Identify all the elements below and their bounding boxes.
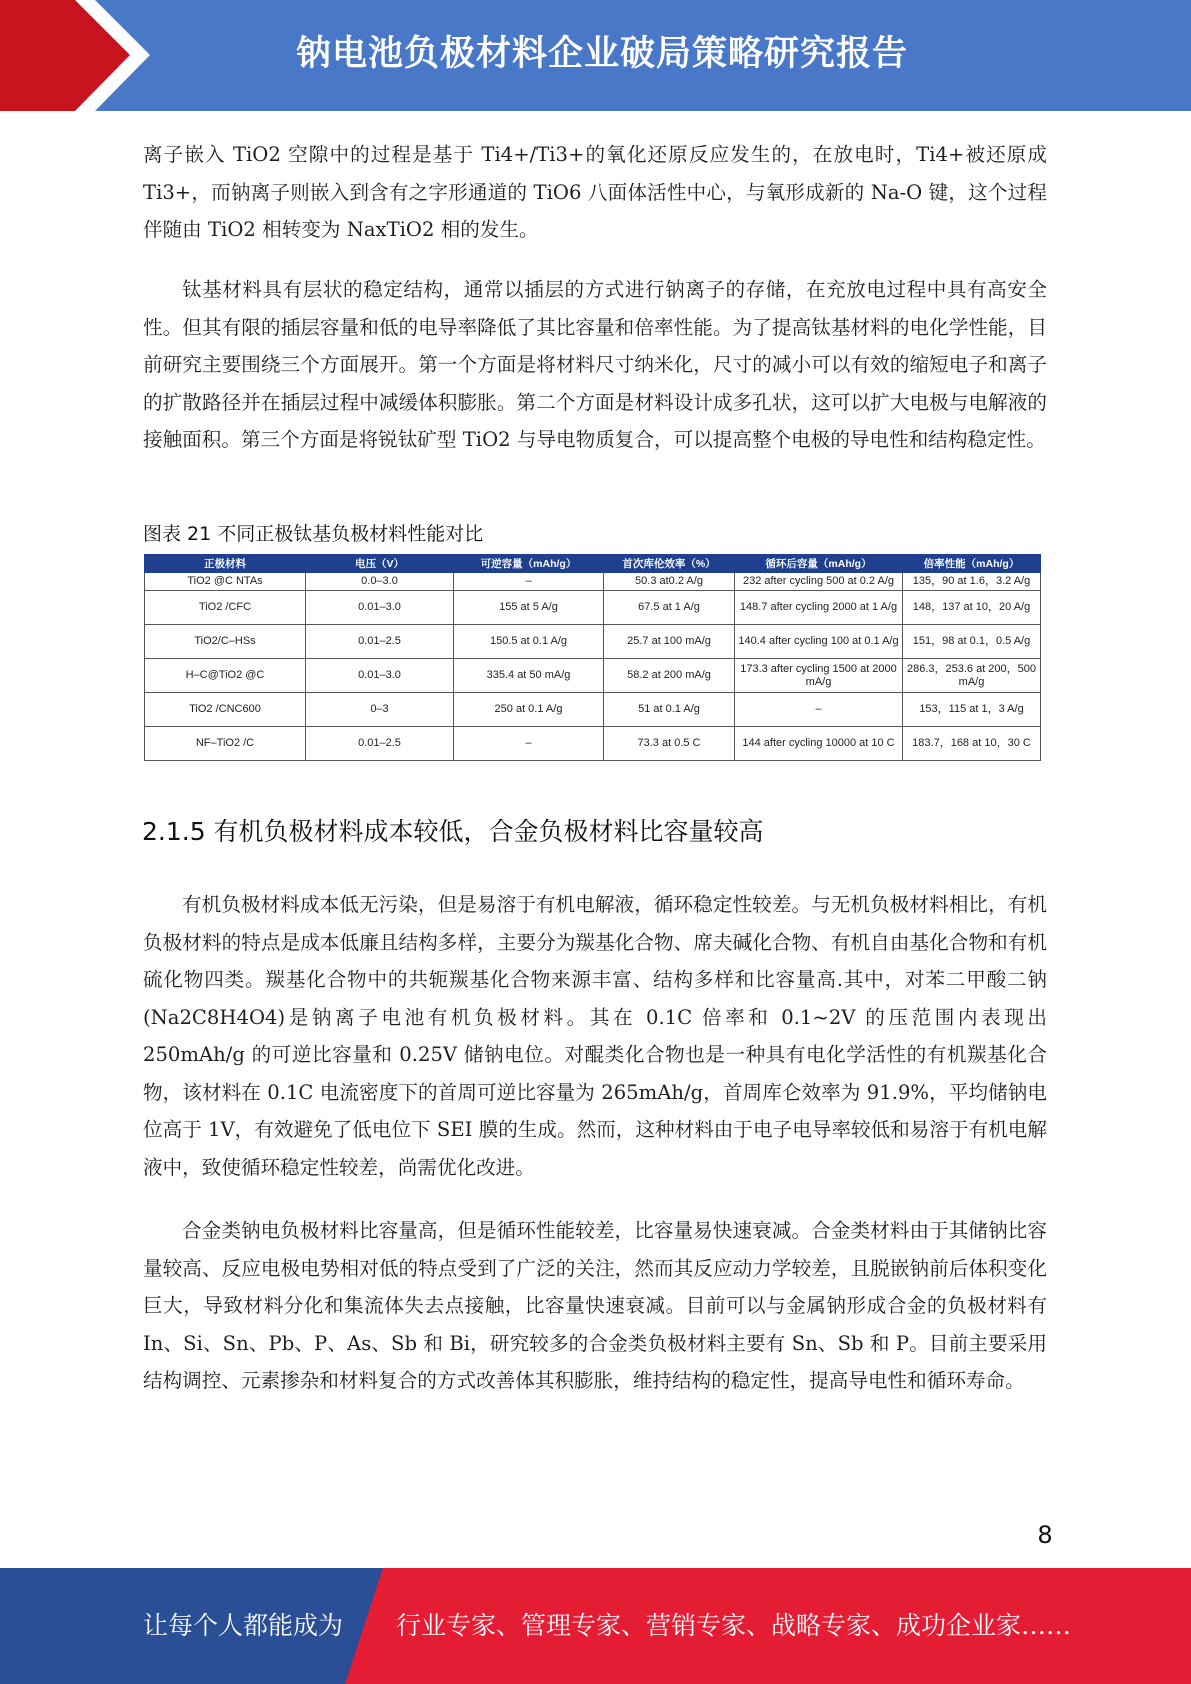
table-cell: 150.5 at 0.1 A/g xyxy=(454,625,604,659)
column-header: 首次库伦效率（%） xyxy=(604,555,735,573)
table-cell: TiO2 @C NTAs xyxy=(145,573,306,591)
table-row xyxy=(145,591,1041,625)
table-cell: 173.3 after cycling 1500 at 2000 mA/g xyxy=(735,659,903,693)
table-cell: 58.2 at 200 mA/g xyxy=(604,659,735,693)
table-cell: 73.3 at 0.5 C xyxy=(604,727,735,761)
table-cell: 135，90 at 1.6，3.2 A/g xyxy=(903,573,1041,591)
table-cell: 286.3，253.6 at 200，500 mA/g xyxy=(903,659,1041,693)
table-cell: H–C@TiO2 @C xyxy=(145,659,306,693)
table-cell: 0.01–3.0 xyxy=(306,659,454,693)
report-title: 钠电池负极材料企业破局策略研究报告 xyxy=(296,34,909,74)
table-row xyxy=(145,727,1041,761)
table-row xyxy=(145,693,1041,727)
page-number: 8 xyxy=(1037,1521,1053,1549)
table-cell: 0–3 xyxy=(306,693,454,727)
footer-slogan-right: 行业专家、管理专家、营销专家、战略专家、成功企业家…… xyxy=(396,1611,1072,1640)
paragraph-alloy-anode: 合金类钠电负极材料比容量高，但是循环性能较差，比容量易快速衰减。合金类材料由于其储钠比容量较高、反应电极电势相对低的特点受到了广泛的关注，然而其反应动力学较差，且脱嵌钠前后体积变化巨大，导致材料分化和集流体失去点接触，比容量快速衰减。目前可以与金属钠形成合金的负极材料有 In、Si、Sn、Pb、P、As、Sb 和 Bi，研究较多的合金类负极材料主要有 Sn、Sb 和 P。目前主要采用结构调控、元素掺杂和材料复合的方式改善体其积膨胀，维持结构的稳定性，提高导电性和循环寿命。 xyxy=(143,1219,1047,1392)
table-caption: 图表 21 不同正极钛基负极材料性能对比 xyxy=(143,523,484,545)
table-cell: 0.01–2.5 xyxy=(306,727,454,761)
table-cell: 153，115 at 1，3 A/g xyxy=(903,693,1041,727)
table-cell: 155 at 5 A/g xyxy=(454,591,604,625)
page-header xyxy=(0,0,1191,111)
paragraph-tio2-mechanism: 离子嵌入 TiO2 空隙中的过程是基于 Ti4+/Ti3+的氧化还原反应发生的，在放电时，Ti4+被还原成 Ti3+，而钠离子则嵌入到含有之字形通道的 TiO6 八面体活性中心，与氧形成新的 Na-O 键，这个过程伴随由 TiO2 相转变为 NaxTiO2 相的发生。 xyxy=(143,143,1047,241)
table-cell: 67.5 at 1 A/g xyxy=(604,591,735,625)
table-cell: 25.7 at 100 mA/g xyxy=(604,625,735,659)
table-row xyxy=(145,659,1041,693)
table-cell: 151，98 at 0.1，0.5 A/g xyxy=(903,625,1041,659)
table-cell: 144 after cycling 10000 at 10 C xyxy=(735,727,903,761)
table-cell: 0.01–2.5 xyxy=(306,625,454,659)
table-row xyxy=(145,625,1041,659)
table-cell: 335.4 at 50 mA/g xyxy=(454,659,604,693)
table-cell: – xyxy=(735,693,903,727)
table-cell: NF–TiO2 /C xyxy=(145,727,306,761)
column-header: 电压（V） xyxy=(306,555,454,573)
paragraph-organic-anode: 有机负极材料成本低无污染，但是易溶于有机电解液，循环稳定性较差。与无机负极材料相比，有机负极材料的特点是成本低廉且结构多样，主要分为羰基化合物、席夫碱化合物、有机自由基化合物和有机硫化物四类。羰基化合物中的共轭羰基化合物来源丰富、结构多样和比容量高.其中，对苯二甲酸二钠(Na2C8H4O4)是钠离子电池有机负极材料。其在 0.1C 倍率和 0.1~2V 的压范围内表现出 250mAh/g 的可逆比容量和 0.25V 储钠电位。对醌类化合物也是一种具有电化学活性的有机羰基化合物，该材料在 0.1C 电流密度下的首周可逆比容量为 265mAh/g，首周库仑效率为 91.9%，平均储钠电位高于 1V，有效避免了低电位下 SEI 膜的生成。然而，这种材料由于电子电导率较低和易溶于有机电解液中，致使循环稳定性较差，尚需优化改进。 xyxy=(143,893,1047,1179)
page-footer xyxy=(0,1568,1191,1684)
table-row xyxy=(145,573,1041,591)
table-cell: 250 at 0.1 A/g xyxy=(454,693,604,727)
table-cell: 148，137 at 10，20 A/g xyxy=(903,591,1041,625)
table-cell: TiO2 /CFC xyxy=(145,591,306,625)
table-cell: – xyxy=(454,573,604,591)
titanium-anode-comparison-table xyxy=(144,554,1041,761)
column-header: 可逆容量（mAh/g） xyxy=(454,555,604,573)
table-cell: TiO2/C–HSs xyxy=(145,625,306,659)
table-cell: 140.4 after cycling 100 at 0.1 A/g xyxy=(735,625,903,659)
header-arrow-shape xyxy=(0,0,160,111)
table-cell: 50.3 at0.2 A/g xyxy=(604,573,735,591)
table-cell: 232 after cycling 500 at 0.2 A/g xyxy=(735,573,903,591)
table-header-row xyxy=(145,555,1041,573)
table-cell: 51 at 0.1 A/g xyxy=(604,693,735,727)
column-header: 正极材料 xyxy=(145,555,306,573)
table-cell: TiO2 /CNC600 xyxy=(145,693,306,727)
table-cell: 183.7，168 at 10，30 C xyxy=(903,727,1041,761)
column-header: 循环后容量（mAh/g） xyxy=(735,555,903,573)
paragraph-titanium-materials: 钛基材料具有层状的稳定结构，通常以插层的方式进行钠离子的存储，在充放电过程中具有高安全性。但其有限的插层容量和低的电导率降低了其比容量和倍率性能。为了提高钛基材料的电化学性能，目前研究主要围绕三个方面展开。第一个方面是将材料尺寸纳米化，尺寸的减小可以有效的缩短电子和离子的扩散路径并在插层过程中减缓体积膨胀。第二个方面是材料设计成多孔状，这可以扩大电极与电解液的接触面积。第三个方面是将锐钛矿型 TiO2 与导电物质复合，可以提高整个电极的导电性和结构稳定性。 xyxy=(143,278,1047,451)
column-header: 倍率性能（mAh/g） xyxy=(903,555,1041,573)
table-cell: 0.01–3.0 xyxy=(306,591,454,625)
section-heading: 2.1.5 有机负极材料成本较低，合金负极材料比容量较高 xyxy=(142,817,764,846)
table-cell: 0.0–3.0 xyxy=(306,573,454,591)
table-cell: – xyxy=(454,727,604,761)
footer-slogan-left: 让每个人都能成为 xyxy=(143,1611,344,1640)
table-cell: 148.7 after cycling 2000 at 1 A/g xyxy=(735,591,903,625)
